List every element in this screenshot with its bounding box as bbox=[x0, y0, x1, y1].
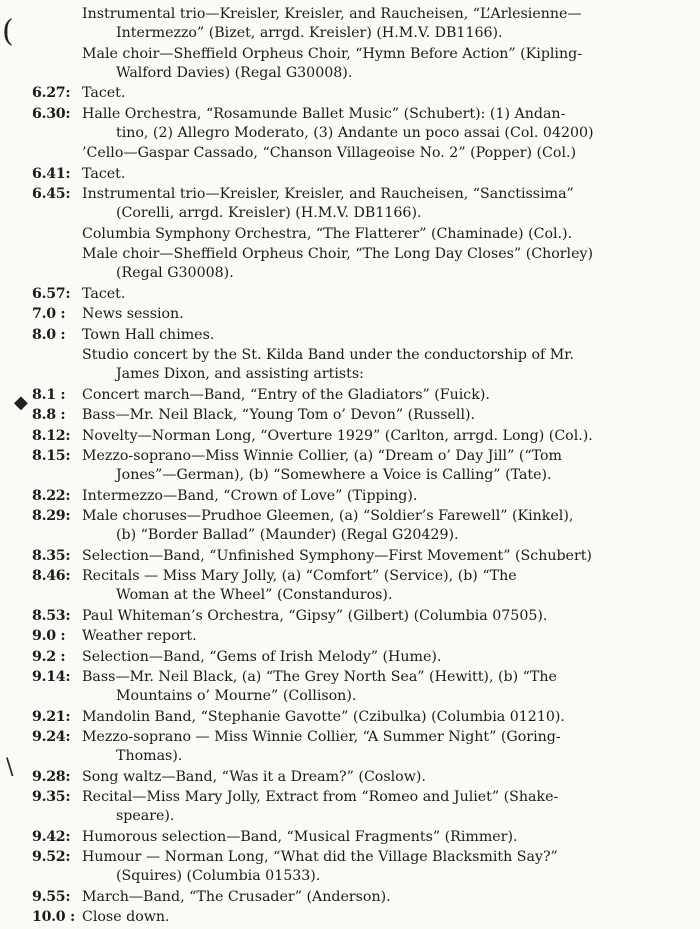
entry-description bbox=[82, 386, 688, 405]
entry-time: 8.29: bbox=[32, 508, 71, 524]
entry-description bbox=[82, 547, 688, 566]
programme-entry bbox=[0, 245, 700, 283]
programme-entry bbox=[0, 908, 700, 927]
entry-line: Novelty—Norman Long, “Overture 1929” (Carlton, arrgd. Long) (Col.). bbox=[82, 427, 593, 444]
margin-bracket-mark: ( bbox=[2, 14, 14, 49]
entry-description bbox=[82, 84, 688, 103]
entry-line: Male choir—Sheffield Orpheus Choir, “The Long Day Closes” (Chorley) bbox=[82, 246, 594, 262]
entry-line: Intermezzo” (Bizet, arrgd. Kreisler) (H.M.V. DB1166). bbox=[116, 25, 503, 41]
entry-line: Humour — Norman Long, “What did the Village Blacksmith Say?” bbox=[82, 849, 558, 865]
entry-description bbox=[82, 788, 688, 826]
programme-entry bbox=[0, 285, 700, 304]
programme-listing bbox=[0, 5, 700, 929]
entry-description bbox=[82, 144, 688, 163]
programme-entry bbox=[0, 165, 700, 184]
programme-entry bbox=[0, 547, 700, 566]
programme-entry bbox=[0, 5, 700, 43]
entry-description bbox=[82, 165, 688, 184]
entry-line: Male choir—Sheffield Orpheus Choir, “Hymn Before Action” (Kipling- bbox=[82, 45, 582, 62]
programme-entry bbox=[0, 386, 700, 405]
entry-line: Selection—Band, “Unfinished Symphony—First Movement” (Schubert) bbox=[82, 547, 592, 564]
programme-entry bbox=[0, 627, 700, 646]
programme-entry bbox=[0, 185, 700, 223]
entry-time: 9.0 : bbox=[32, 628, 66, 644]
programme-entry bbox=[0, 607, 700, 626]
margin-tick-mark: \ bbox=[6, 755, 14, 780]
programme-entry bbox=[0, 788, 700, 826]
entry-line: Concert march—Band, “Entry of the Gladiators” (Fuick). bbox=[82, 386, 490, 403]
entry-description bbox=[82, 627, 688, 646]
entry-description bbox=[82, 406, 688, 425]
entry-line: Intermezzo—Band, “Crown of Love” (Tipping). bbox=[82, 487, 418, 504]
entry-description bbox=[82, 768, 688, 787]
programme-entry bbox=[0, 305, 700, 324]
entry-line: Paul Whiteman’s Orchestra, “Gipsy” (Gilbert) (Columbia 07505). bbox=[82, 607, 548, 624]
entry-time: 8.12: bbox=[32, 427, 71, 444]
entry-description bbox=[82, 5, 688, 43]
entry-description bbox=[82, 285, 688, 304]
entry-description bbox=[82, 45, 688, 83]
entry-line: Studio concert by the St. Kilda Band under the conductorship of Mr. bbox=[82, 347, 575, 363]
entry-line: (Regal G30008). bbox=[116, 265, 234, 281]
entry-line: Weather report. bbox=[82, 628, 197, 644]
programme-entry bbox=[0, 45, 700, 83]
entry-line: Instrumental trio—Kreisler, Kreisler, and Raucheisen, “Sanctissima” bbox=[82, 186, 574, 202]
entry-line: (Corelli, arrgd. Kreisler) (H.M.V. DB1166). bbox=[116, 205, 422, 221]
entry-description bbox=[82, 305, 688, 324]
entry-line: Thomas). bbox=[116, 748, 183, 764]
programme-entry bbox=[0, 406, 700, 425]
entry-line: Song waltz—Band, “Was it a Dream?” (Coslow). bbox=[82, 768, 426, 785]
entry-description bbox=[82, 728, 688, 766]
entry-description bbox=[82, 245, 688, 283]
programme-entry bbox=[0, 668, 700, 706]
entry-time: 9.35: bbox=[32, 789, 71, 805]
entry-line: Walford Davies) (Regal G30008). bbox=[116, 64, 353, 81]
entry-line: Humorous selection—Band, “Musical Fragments” (Rimmer). bbox=[82, 828, 518, 845]
entry-description bbox=[82, 908, 688, 927]
entry-line: (b) “Border Ballad” (Maunder) (Regal G20429). bbox=[116, 527, 459, 543]
entry-line: Selection—Band, “Gems of Irish Melody” (Hume). bbox=[82, 648, 442, 665]
entry-line: Halle Orchestra, “Rosamunde Ballet Music” (Schubert): (1) Andan- bbox=[82, 105, 566, 122]
entry-description bbox=[82, 648, 688, 667]
programme-entry bbox=[0, 84, 700, 103]
entry-description bbox=[82, 507, 688, 545]
programme-entry bbox=[0, 648, 700, 667]
entry-description bbox=[82, 105, 688, 143]
entry-line: ’Cello—Gaspar Cassado, “Chanson Villageoise No. 2” (Popper) (Col.) bbox=[82, 145, 577, 161]
entry-description bbox=[82, 447, 688, 485]
entry-line: (Squires) (Columbia 01533). bbox=[116, 868, 321, 884]
programme-entry bbox=[0, 346, 700, 384]
entry-line: Mandolin Band, “Stephanie Gavotte” (Czibulka) (Columbia 01210). bbox=[82, 708, 565, 725]
entry-time: 8.46: bbox=[32, 568, 71, 584]
entry-line: Tacet. bbox=[82, 285, 126, 302]
entry-line: Tacet. bbox=[82, 85, 126, 101]
entry-description bbox=[82, 185, 688, 223]
entry-description bbox=[82, 668, 688, 706]
entry-description bbox=[82, 225, 688, 244]
entry-line: Recitals — Miss Mary Jolly, (a) “Comfort” (Service), (b) “The bbox=[82, 568, 517, 584]
entry-time: 10.0 : bbox=[32, 909, 75, 925]
entry-line: Jones”—German), (b) “Somewhere a Voice is Calling” (Tate). bbox=[116, 467, 552, 483]
programme-entry bbox=[0, 487, 700, 506]
programme-entry bbox=[0, 427, 700, 446]
entry-line: News session. bbox=[82, 306, 184, 322]
entry-time: 6.30: bbox=[32, 105, 71, 122]
entry-line: March—Band, “The Crusader” (Anderson). bbox=[82, 888, 391, 905]
entry-time: 8.35: bbox=[32, 547, 71, 564]
entry-time: 8.15: bbox=[32, 448, 71, 464]
entry-description bbox=[82, 708, 688, 727]
entry-description bbox=[82, 848, 688, 886]
ink-blot-mark: ◆ bbox=[14, 392, 28, 413]
entry-time: 9.42: bbox=[32, 828, 71, 845]
entry-description bbox=[82, 326, 688, 345]
entry-line: Town Hall chimes. bbox=[82, 326, 215, 343]
entry-time: 8.1 : bbox=[32, 386, 66, 403]
entry-line: Instrumental trio—Kreisler, Kreisler, and Raucheisen, “L’Arlesienne— bbox=[82, 6, 582, 22]
entry-time: 9.14: bbox=[32, 669, 71, 685]
entry-time: 6.57: bbox=[32, 285, 71, 302]
entry-description bbox=[82, 888, 688, 907]
entry-time: 6.45: bbox=[32, 186, 71, 202]
programme-entry bbox=[0, 768, 700, 787]
programme-entry bbox=[0, 507, 700, 545]
entry-time: 9.52: bbox=[32, 849, 71, 865]
entry-time: 9.24: bbox=[32, 729, 71, 745]
entry-time: 9.2 : bbox=[32, 648, 66, 665]
entry-line: Close down. bbox=[82, 909, 170, 925]
entry-time: 8.0 : bbox=[32, 326, 66, 343]
programme-entry bbox=[0, 848, 700, 886]
entry-time: 9.55: bbox=[32, 888, 71, 905]
entry-time: 8.8 : bbox=[32, 407, 66, 423]
entry-line: Tacet. bbox=[82, 165, 126, 182]
programme-entry bbox=[0, 105, 700, 143]
programme-entry bbox=[0, 567, 700, 605]
entry-time: 6.41: bbox=[32, 165, 71, 182]
entry-description bbox=[82, 487, 688, 506]
programme-entry bbox=[0, 708, 700, 727]
entry-line: speare). bbox=[116, 808, 175, 824]
entry-time: 9.28: bbox=[32, 768, 71, 785]
entry-line: Bass—Mr. Neil Black, (a) “The Grey North Sea” (Hewitt), (b) “The bbox=[82, 669, 557, 685]
entry-line: Columbia Symphony Orchestra, “The Flatterer” (Chaminade) (Col.). bbox=[82, 225, 573, 242]
entry-time: 8.22: bbox=[32, 487, 71, 504]
entry-line: James Dixon, and assisting artists: bbox=[116, 366, 364, 382]
entry-line: Woman at the Wheel” (Constanduros). bbox=[116, 587, 393, 603]
programme-entry bbox=[0, 144, 700, 163]
programme-entry bbox=[0, 888, 700, 907]
entry-time: 7.0 : bbox=[32, 306, 66, 322]
entry-time: 6.27: bbox=[32, 85, 71, 101]
entry-description bbox=[82, 567, 688, 605]
entry-line: Recital—Miss Mary Jolly, Extract from “Romeo and Juliet” (Shake- bbox=[82, 789, 559, 805]
programme-entry bbox=[0, 447, 700, 485]
entry-line: Male choruses—Prudhoe Gleemen, (a) “Soldier’s Farewell” (Kinkel), bbox=[82, 508, 574, 524]
entry-line: Bass—Mr. Neil Black, “Young Tom o’ Devon” (Russell). bbox=[82, 407, 476, 423]
entry-line: Mountains o’ Mourne” (Collison). bbox=[116, 688, 357, 704]
entry-line: Mezzo-soprano—Miss Winnie Collier, (a) “Dream o’ Day Jill” (“Tom bbox=[82, 448, 562, 464]
entry-description bbox=[82, 346, 688, 384]
entry-line: Mezzo-soprano — Miss Winnie Collier, “A Summer Night” (Goring- bbox=[82, 729, 561, 745]
entry-line: tino, (2) Allegro Moderato, (3) Andante un poco assai (Col. 04200) bbox=[116, 124, 594, 141]
programme-entry bbox=[0, 225, 700, 244]
entry-time: 8.53: bbox=[32, 607, 71, 624]
entry-description bbox=[82, 607, 688, 626]
entry-description bbox=[82, 427, 688, 446]
programme-entry bbox=[0, 728, 700, 766]
entry-time: 9.21: bbox=[32, 708, 71, 725]
programme-entry bbox=[0, 326, 700, 345]
